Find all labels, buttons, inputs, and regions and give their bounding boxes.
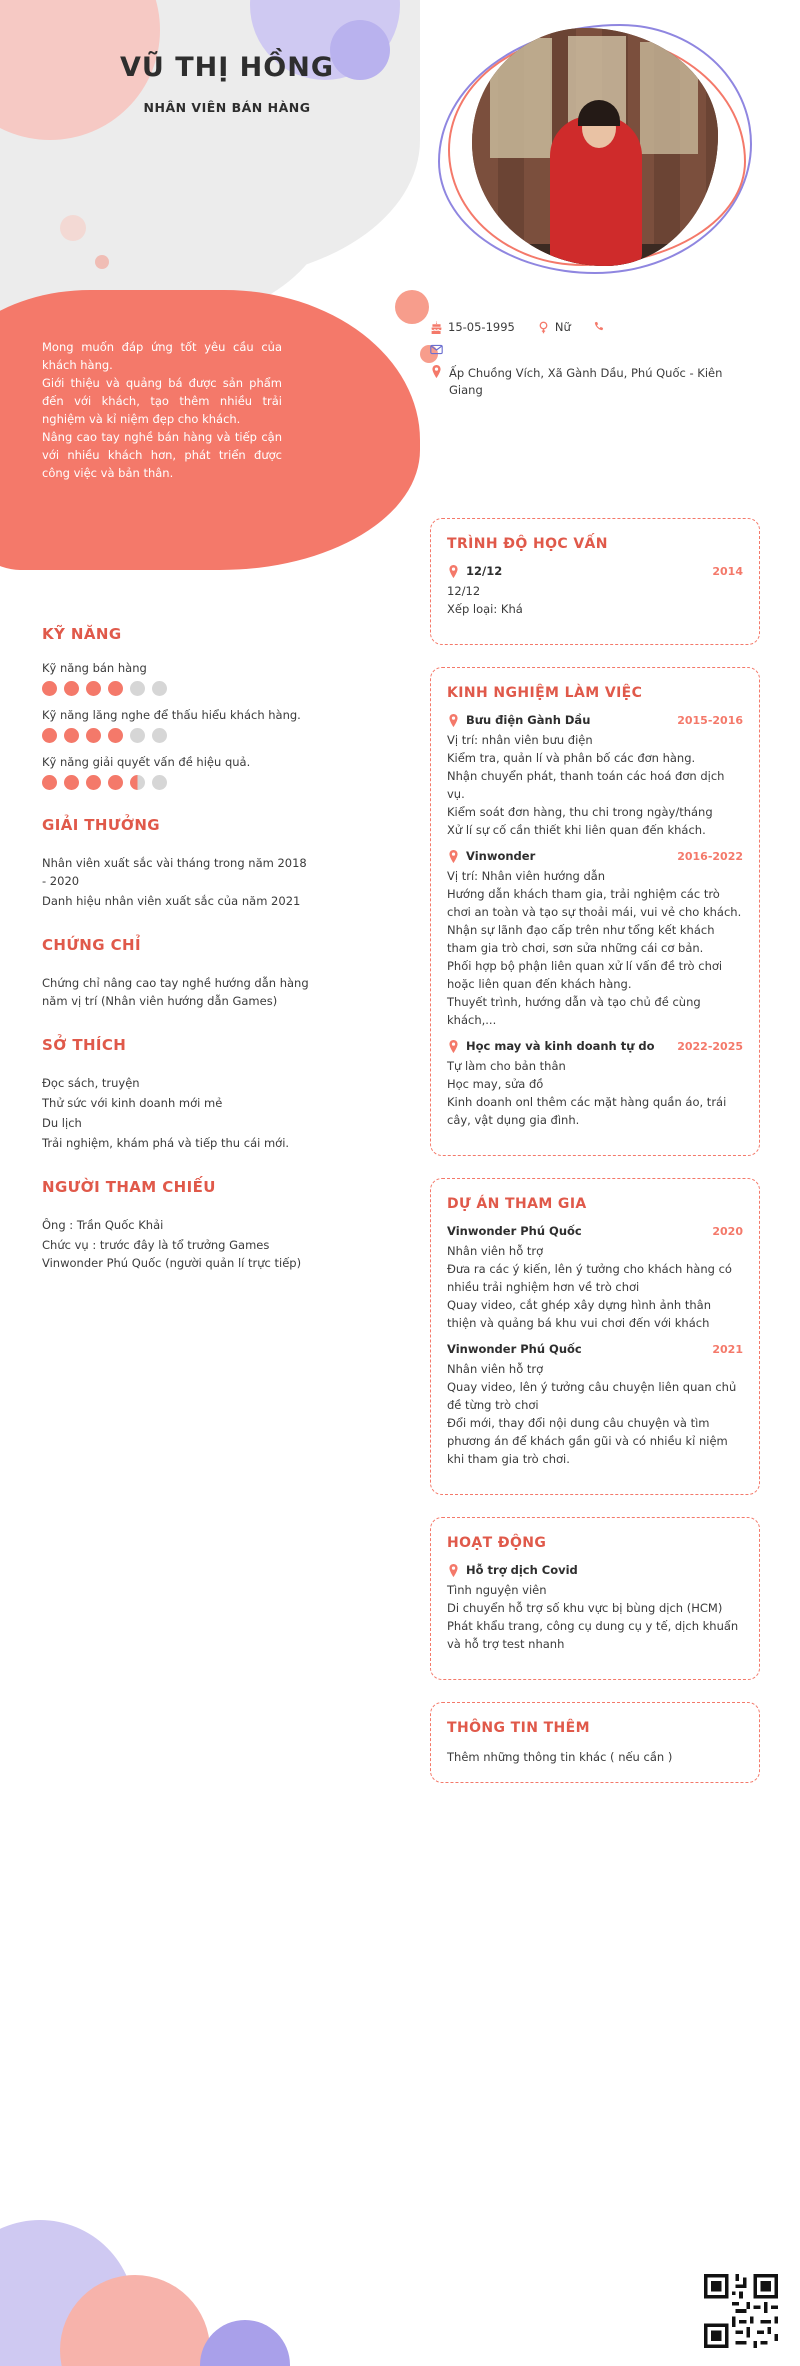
project-line: Nhân viên hỗ trợ — [447, 1244, 544, 1258]
project-line: Quay video, lên ý tưởng câu chuyện liên quan chủ đề từng trò chơi — [447, 1380, 737, 1412]
section-title-activities: HOẠT ĐỘNG — [447, 1535, 547, 1551]
education-date: 2014 — [712, 564, 743, 578]
experience-body — [447, 731, 743, 839]
activity-line: Phát khẩu trang, công cụ dung cụ y tế, dịch khuẩn và hỗ trợ test nhanh — [447, 1619, 739, 1651]
decorative-blob-violet-small — [200, 2320, 290, 2366]
section-title-skills: KỸ NĂNG — [42, 625, 122, 643]
project-line: Đổi mới, thay đổi nội dung câu chuyện và tìm phương án để khách gần gũi và có nhiều kỉ niệm khi tham gia trò chơi. — [447, 1416, 728, 1466]
right-column — [430, 518, 760, 1805]
section-title-certificates: CHỨNG CHỈ — [42, 936, 141, 954]
experience-org: Vinwonder — [466, 849, 536, 863]
experience-line: Kiểm tra, quản lí và phân bố các đơn hàng. — [447, 751, 696, 765]
skill-rating — [42, 681, 310, 696]
reference-line: Chức vụ : trước đây là tổ trưởng Games Vinwonder Phú Quốc (người quản lí trực tiếp) — [42, 1238, 302, 1270]
summary-text: Mong muốn đáp ứng tốt yêu cầu của khách hàng. Giới thiệu và quảng bá được sản phẩm đến với khách, tạo thêm nhiều trải nghiệm và kỉ niệm đẹp cho khách. Nâng cao tay nghề bán hàng và tiếp cận với nhiều khách hơn, phát triển được công việc và bản thân. — [42, 340, 282, 480]
decorative-dot — [95, 255, 109, 269]
project-entry — [447, 1342, 743, 1468]
experience-entry — [447, 849, 743, 1029]
awards-body — [42, 854, 310, 910]
contact-email[interactable] — [430, 343, 448, 356]
project-org: Vinwonder Phú Quốc — [447, 1224, 582, 1238]
experience-line: Hướng dẫn khách tham gia, trải nghiệm các trò chơi an toàn và tạo sự thoải mái, vui vẻ cho khách. — [447, 887, 742, 919]
skill-label: Kỹ năng giải quyết vấn đề hiệu quả. — [42, 755, 251, 769]
page-title: VŨ THỊ HỒNG — [120, 52, 334, 83]
experience-line: Kiểm soát đơn hàng, thu chi trong ngày/tháng — [447, 805, 713, 819]
section-title-experience: KINH NGHIỆM LÀM VIỆC — [447, 685, 643, 701]
experience-line: Nhận chuyển phát, thanh toán các hoá đơn dịch vụ. — [447, 769, 725, 801]
job-title: NHÂN VIÊN BÁN HÀNG — [143, 100, 311, 115]
skill-label: Kỹ năng bán hàng — [42, 661, 147, 675]
experience-entry — [447, 713, 743, 839]
project-line: Đưa ra các ý kiến, lên ý tưởng cho khách hàng có nhiều trải nghiệm hơn về trò chơi — [447, 1262, 732, 1294]
address-value: Ấp Chuồng Vích, Xã Gành Dầu, Phú Quốc - Kiên Giang — [449, 366, 723, 397]
gender-icon — [537, 321, 550, 334]
experience-date: 2015-2016 — [677, 713, 743, 727]
project-line: Nhân viên hỗ trợ — [447, 1362, 544, 1376]
skill-item — [42, 661, 310, 696]
experience-line: Phối hợp bộ phận liên quan xử lí vấn đề trò chơi hoặc liên quan đến khách hàng. — [447, 959, 723, 991]
location-pin-icon — [447, 565, 460, 578]
section-more-info — [430, 1702, 760, 1783]
qr-code — [704, 2274, 778, 2348]
experience-line: Nhận sự lãnh đạo cấp trên như tổng kết khách tham gia trò chơi, sơn sửa những cái cơ bản. — [447, 923, 715, 955]
experience-entry — [447, 1039, 743, 1129]
section-awards — [42, 816, 310, 910]
section-activities — [430, 1517, 760, 1680]
gender-value: Nữ — [554, 320, 571, 334]
experience-line: Vị trí: nhân viên bưu điện — [447, 733, 593, 747]
education-line: Xếp loại: Khá — [447, 602, 523, 616]
birthday-value: 15-05-1995 — [448, 320, 515, 334]
reference-body — [42, 1216, 310, 1272]
decorative-dot — [60, 215, 86, 241]
section-title-education: TRÌNH ĐỘ HỌC VẤN — [447, 536, 608, 552]
activity-org: Hỗ trợ dịch Covid — [466, 1563, 578, 1577]
hobby-line: Trải nghiệm, khám phá và tiếp thu cái mới. — [42, 1136, 290, 1150]
experience-date: 2022-2025 — [677, 1039, 743, 1053]
activity-line: Tình nguyện viên — [447, 1583, 547, 1597]
phone-icon — [593, 321, 606, 334]
experience-line: Vị trí: Nhân viên hướng dẫn — [447, 869, 606, 883]
experience-org: Bưu điện Gành Dầu — [466, 713, 591, 727]
contact-block — [430, 320, 770, 408]
decorative-dot — [395, 290, 429, 324]
experience-date: 2016-2022 — [677, 849, 743, 863]
skill-item — [42, 708, 310, 743]
section-title-awards: GIẢI THƯỞNG — [42, 816, 160, 834]
project-entry — [447, 1224, 743, 1332]
section-title-hobbies: SỞ THÍCH — [42, 1036, 127, 1054]
reference-line: Ông : Trần Quốc Khải — [42, 1218, 164, 1232]
portrait-photo — [472, 28, 718, 266]
activity-body — [447, 1581, 743, 1653]
activity-entry — [447, 1563, 743, 1653]
skill-rating — [42, 775, 310, 790]
contact-address — [430, 365, 739, 399]
project-date: 2020 — [712, 1224, 743, 1238]
contact-gender — [537, 320, 571, 334]
location-pin-icon — [447, 714, 460, 727]
experience-line: Học may, sửa đồ — [447, 1077, 544, 1091]
section-title-reference: NGƯỜI THAM CHIẾU — [42, 1178, 216, 1196]
experience-body — [447, 867, 743, 1029]
contact-phone[interactable] — [593, 321, 611, 334]
education-line: 12/12 — [447, 584, 481, 598]
hobby-line: Thử sức với kinh doanh mới mẻ — [42, 1096, 223, 1110]
contact-birthday — [430, 320, 515, 334]
project-line: Quay video, cắt ghép xây dựng hình ảnh thân thiện và quảng bá khu vui chơi đến với khách — [447, 1298, 712, 1330]
section-projects — [430, 1178, 760, 1495]
section-skills — [42, 625, 310, 790]
location-pin-icon — [447, 1564, 460, 1577]
location-pin-icon — [447, 850, 460, 863]
section-hobbies — [42, 1036, 310, 1152]
avatar — [430, 18, 760, 278]
section-title-more-info: THÔNG TIN THÊM — [447, 1720, 590, 1736]
section-reference — [42, 1178, 310, 1272]
skill-rating — [42, 728, 310, 743]
project-org: Vinwonder Phú Quốc — [447, 1342, 582, 1356]
hobby-line: Đọc sách, truyện — [42, 1076, 140, 1090]
section-education — [430, 518, 760, 645]
project-body — [447, 1360, 743, 1468]
skill-label: Kỹ năng lăng nghe để thấu hiểu khách hàng. — [42, 708, 301, 722]
location-pin-icon — [430, 365, 443, 378]
award-line: Danh hiệu nhân viên xuất sắc của năm 2021 — [42, 894, 301, 908]
hobby-line: Du lịch — [42, 1116, 82, 1130]
experience-line: Xử lí sự cố cần thiết khi liên quan đến khách. — [447, 823, 706, 837]
experience-line: Tự làm cho bản thân — [447, 1059, 566, 1073]
education-body — [447, 582, 743, 618]
hobbies-body — [42, 1074, 310, 1152]
experience-line: Kinh doanh onl thêm các mặt hàng quần áo, trái cây, vật dụng gia đình. — [447, 1095, 727, 1127]
mail-icon — [430, 343, 443, 356]
certificates-body — [42, 974, 310, 1010]
section-title-projects: DỰ ÁN THAM GIA — [447, 1196, 587, 1212]
certificate-line: Chứng chỉ nâng cao tay nghề hướng dẫn hàng năm vị trí (Nhân viên hướng dẫn Games) — [42, 976, 309, 1008]
experience-line: Thuyết trình, hướng dẫn và tạo chủ đề cùng khách,... — [447, 995, 701, 1027]
project-body — [447, 1242, 743, 1332]
location-pin-icon — [447, 1040, 460, 1053]
experience-org: Học may và kinh doanh tự do — [466, 1039, 655, 1053]
skill-item — [42, 755, 310, 790]
award-line: Nhân viên xuất sắc vài tháng trong năm 2018 - 2020 — [42, 856, 307, 888]
experience-body — [447, 1057, 743, 1129]
left-column — [42, 625, 310, 1298]
section-experience — [430, 667, 760, 1156]
education-org: 12/12 — [466, 564, 503, 578]
project-date: 2021 — [712, 1342, 743, 1356]
cake-icon — [430, 321, 443, 334]
education-entry — [447, 564, 743, 618]
section-certificates — [42, 936, 310, 1010]
activity-line: Di chuyển hỗ trợ số khu vực bị bùng dịch (HCM) — [447, 1601, 723, 1615]
more-info-line: Thêm những thông tin khác ( nếu cần ) — [447, 1750, 673, 1764]
more-info-body — [447, 1748, 743, 1766]
